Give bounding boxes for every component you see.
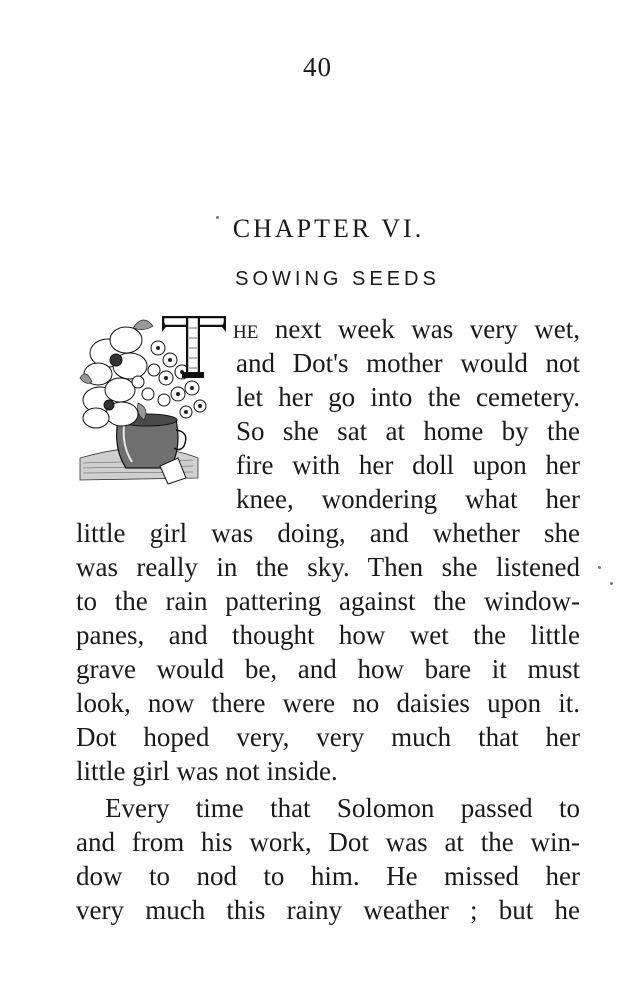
text-line: and from his work, Dot was at the win- — [76, 827, 580, 857]
text-line: very much this rainy weather ; but he — [76, 895, 580, 925]
text-line: panes, and thought how wet the little — [76, 620, 580, 650]
text-line: little girl was not inside. — [76, 756, 338, 786]
floral-drop-cap-illustration — [78, 308, 228, 500]
text-line: to the rain pattering against the window- — [76, 586, 580, 616]
text-line: he next week was very wet, — [233, 314, 580, 344]
chapter-heading: CHAPTER VI. — [232, 214, 425, 243]
text-line: fire with her doll upon her — [236, 450, 580, 480]
text-line: look, now there were no daisies upon it. — [76, 688, 580, 718]
text-line: little girl was doing, and whether she — [76, 518, 580, 548]
text-line: let her go into the cemetery. — [236, 382, 580, 412]
text-line: dow to nod to him. He missed her — [76, 861, 580, 891]
print-speck — [598, 566, 601, 569]
text-line: grave would be, and how bare it must — [76, 654, 580, 684]
page-number: 40 — [303, 52, 332, 82]
text-line: Every time that Solomon passed to — [105, 793, 580, 823]
text-line: Dot hoped very, very much that her — [76, 722, 580, 752]
text-line: So she sat at home by the — [236, 416, 580, 446]
text-line: and Dot's mother would not — [236, 348, 580, 378]
text-line: was really in the sky. Then she listened — [76, 552, 580, 582]
drop-cap-continuation: he — [233, 314, 259, 344]
print-speck — [216, 216, 219, 219]
drop-cap-letter-t — [162, 316, 226, 378]
text-line: knee, wondering what her — [236, 484, 580, 514]
chapter-subtitle: SOWING SEEDS — [235, 268, 440, 290]
print-speck — [610, 582, 613, 585]
